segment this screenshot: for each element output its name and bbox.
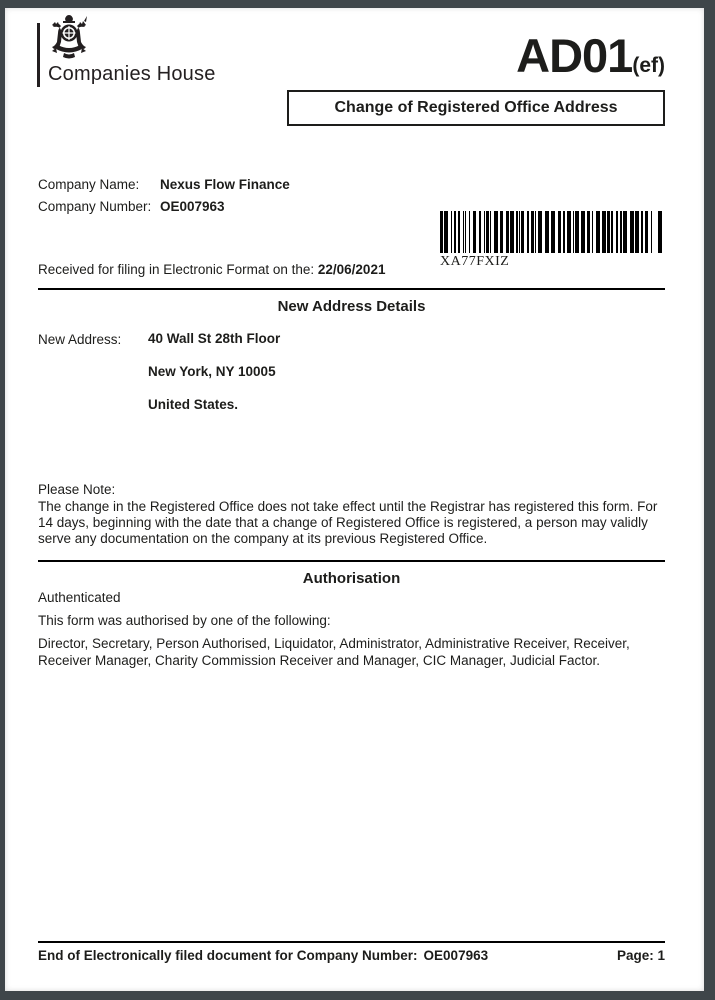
footer-end-label: End of Electronically filed document for Company Number:	[38, 948, 418, 963]
form-code-suffix: (ef)	[632, 54, 665, 77]
address-line-2: New York, NY 10005	[148, 364, 276, 379]
section-title-authorisation: Authorisation	[302, 570, 401, 587]
authorisation-intro: This form was authorised by one of the following:	[38, 613, 331, 628]
barcode-image	[440, 211, 662, 253]
new-address-label: New Address:	[38, 332, 122, 347]
form-title: Change of Registered Office Address	[334, 99, 618, 116]
form-code	[345, 28, 665, 83]
received-label: Received for filing in Electronic Format on the:	[38, 262, 315, 277]
logo-text: Companies House	[48, 63, 216, 85]
address-line-1: 40 Wall St 28th Floor	[148, 331, 281, 346]
royal-crest-icon	[50, 13, 88, 59]
barcode-text: XA77FXIZ	[440, 254, 510, 269]
received-filing-line	[38, 262, 385, 277]
section-divider	[38, 560, 665, 562]
authorisation-roles: Director, Secretary, Person Authorised, Liquidator, Administrator, Administrative Receiver, Receiver, Receiver Manager, Charity Commission Receiver and Manager, CIC Manager, Judicial Factor.	[38, 636, 630, 668]
company-number-value: OE007963	[160, 199, 225, 214]
footer-company-number: OE007963	[423, 948, 489, 963]
footer	[38, 948, 665, 963]
note-body: The change in the Registered Office does not take effect until the Registrar has registered this form. For 14 days, beginning with the date that a change of Registered Office is registered, a person may validly serve any documentation on the company at its previous Registered Office.	[38, 499, 658, 546]
barcode	[440, 211, 662, 270]
note-title: Please Note:	[38, 482, 116, 497]
company-name-value: Nexus Flow Finance	[160, 177, 290, 192]
document-page	[5, 8, 704, 991]
authentication-status: Authenticated	[38, 590, 121, 605]
form-code-main: AD01	[516, 29, 633, 82]
company-number-label: Company Number:	[38, 199, 152, 214]
section-title-new-address: New Address Details	[277, 298, 426, 315]
received-date: 22/06/2021	[317, 262, 386, 277]
form-title-box	[287, 90, 665, 126]
company-name-label: Company Name:	[38, 177, 140, 192]
address-line-3: United States.	[148, 397, 239, 412]
section-divider	[38, 288, 665, 290]
footer-divider	[38, 941, 665, 943]
logo-vertical-bar	[37, 23, 40, 87]
footer-page-number: Page: 1	[616, 948, 665, 963]
